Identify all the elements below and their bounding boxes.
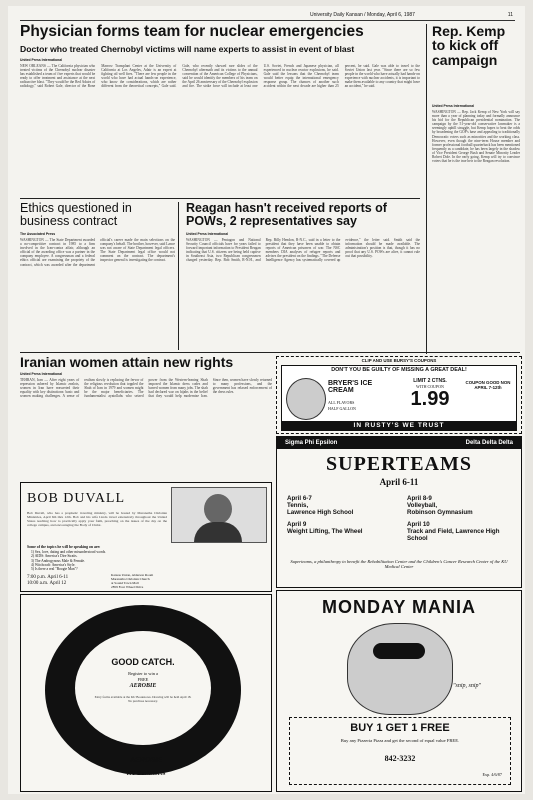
superteams-title: SUPERTEAMS [326,453,472,475]
ethics-credit: The Associated Press [20,232,56,236]
venue-line: Maranatha Christian Church [111,577,150,581]
event-name: Track and Field, Lawrence High School [407,528,500,542]
catch-fine: Entry forms available at the KU Bookstores. Drawing will be held April 18. No purchase necessary. [94,695,192,704]
event-date: April 10 [407,521,430,528]
pows-headline: Reagan hasn't received reports of POWs, 2 representatives say [186,201,387,228]
event-name: Weight Lifting, The Wheel [287,528,363,535]
monday-mania-ad [276,590,522,792]
monday-title: MONDAY MANIA [321,597,476,617]
iranian-headline: Iranian women attain new rights [20,354,234,370]
duvall-time-1: 7:00 p.m. [27,575,47,580]
monday-phone: 842-3232 [384,754,416,763]
superteams-dates: April 6-11 [379,477,419,487]
pows-credit: United Press International [186,232,229,236]
coupon-top: CLIP AND USE BURSY'S COUPONS [361,358,437,363]
ethics-body: WASHINGTON — The State Department awarded a no-competitive contract in 1985 to a firm involved in the Iran-contra affair, although an official of the awarding office was a partner in the company employee. A congressman and a federal ethics official are examining the propriety of the contract, which was awarded after the department official's career made the main selections on the company's behalf. The brother, however, said Lance was not aware of State Department legal officers. The State Department legal office would not comment on the contract. The department's inspector general is investigating the contract. [20,238,175,267]
topic-item: 2) AIDS: America's Dire Straits. [31,554,78,559]
duvall-time-2: 10:00 a.m. [27,581,49,586]
topic-item: 4) Witchcraft: America's Style. [31,562,76,567]
coupon-limit: LIMIT 2 CTNS. [413,378,447,384]
ethics-headline: Ethics questioned in business contract [20,201,132,228]
catch-brand-bottom: AEROBIE [130,757,162,764]
monday-coupon [289,717,511,785]
pows-body: WASHINGTON — Pentagon and National Security Council officials have for years failed to forward important information to President Reagan indicating that U.S. citizens are being held captive in Southeast Asia, two Republican congressmen charged yesterday. Rep. Bob Smith, R-N.H., and Rep. Billy Hendon, R-N.C., said in a letter to the president that they have been unable to obtain reports of American prisoners of war. The NSC members DIA analyses of refugee reports and advises the president on the findings. "The Defense Intelligence Agency has systematically covered up evidence," the letter said. Smith said the information should be made available. The administration's position is that, though it has no proof that any U.S. POWs are alive, it cannot rule out that possibility. [186,238,420,263]
superteams-note: Superteams, a philanthropy to benefit the Rehabilitation Center and the Children's Cancer Research Center of the KU Medical Center [290,559,508,570]
coupon-ad [276,356,522,434]
superteams-ad [276,436,522,588]
column-divider [178,202,179,350]
event-name: Tennis, [287,502,309,509]
topic-item: 3) The Androgynous Male & Female. [31,558,86,563]
duvall-name: BOB DUVALL [27,491,126,506]
kemp-headline: Rep. Kemp to kick off campaign [432,23,506,68]
catch-headline: GOOD CATCH. [111,657,175,667]
coupon-good: COUPON GOOD NON APRIL 7-12th [465,380,511,390]
monday-offer: BUY 1 GET 1 FREE [350,722,450,734]
pizza-icon [347,623,453,715]
duvall-ad [20,482,272,592]
catch-line1: Register to win a [128,671,158,676]
duvall-topics-title: Some of the topics he will be speaking on are: [27,545,101,549]
duvall-intro: Bob Duvall, who has a prophetic traveling ministry, will be hosted by Maranatha Christian Ministries, April 6th thru 12th. Bob and his wife Linda travel extensively throughout the United States teaching how to practically apply your faith, preaching on the issues of the day on the college campus, and encouraging the Body of Christ. [27,511,167,528]
event-block [407,521,517,542]
event-date: April 8-9 [407,495,432,502]
newspaper-page [8,6,525,794]
catch-sponsor: KU Bookstores [126,771,166,777]
duvall-photo [171,487,267,543]
event-place: Robinson Gymnasium [407,509,473,516]
catch-line2: FREE [137,677,149,682]
column-divider [426,24,427,354]
catch-brand: AEROBIE [129,683,157,689]
monday-expires: Exp. 4/6/87 [482,772,502,777]
superteams-org-bar [277,437,521,449]
physician-subhead: Doctor who treated Chernobyl victims will name experts to assist in event of blast [20,44,355,54]
event-block [287,495,397,516]
event-date: April 6-7 [287,495,312,502]
logo-stamp-icon [373,643,425,659]
topic-item: 5) Is there a real "Boogie Man"? [31,567,78,572]
iranian-credit: United Press International [20,372,63,376]
duvall-schedule [27,575,68,587]
event-date: April 9 [287,521,307,528]
coupon-with: WITH COUPON [416,384,444,389]
monday-snip: "snip, snip" [453,683,482,689]
story-divider [20,352,520,353]
event-place: Lawrence High School [287,509,354,516]
venue-line: at Sound Town Mall [111,581,139,585]
coupon-product: BRYER'S ICE CREAM [328,380,373,394]
page-number: 11 [507,12,513,18]
story-divider [20,198,420,199]
good-catch-ad [20,594,272,792]
venue-line: 2859 Four Wheel Drive [111,585,144,589]
duvall-venues [111,573,153,589]
event-block [407,495,517,516]
topic-item: 1) Sex, love, dating and other misunderstood words. [31,550,107,554]
iranian-body: TEHRAN, Iran — After eight years of repression ushered by Islamic zealots, women in Iran have reasserted their equality with key distinctions: basic and women making challenges. A sense of realism slowly is replacing the fervor of the religious revolution that toppled the Shah of Iran in 1979 and women might be the major beneficiaries. The fundamentalist ayatollahs who seized power from the Western-leaning Shah imposed the Islamic dress codes and barred women from many jobs. The shah had declared war on hijabs in the belief that they would help modernize Iran. Since then, women have slowly returned to many professions, and the government has relaxed enforcement of the dress rules. [20,378,272,399]
masthead-paper: University Daily Kansan / Monday, April 6, 1987 [310,12,415,18]
coupon-banner: DON'T YOU BE GUILTY OF MISSING A GREAT DEAL! [331,367,467,373]
venue-line: Kansas Union, Alderson Room [111,573,154,577]
coupon-price: 1.99 [410,388,450,410]
left-org: Sigma Phi Epsilon [285,440,338,446]
physician-credit: United Press International [20,58,63,62]
duvall-date-1: April 6-11 [47,575,69,580]
duvall-topics [31,550,106,571]
event-name: Volleyball, [407,502,438,509]
event-block [287,521,397,535]
right-org: Delta Delta Delta [465,440,513,446]
ice-cream-carton-icon [286,378,326,420]
duvall-date-2: April 12 [49,581,67,586]
physician-body: NEW ORLEANS — The California physician who treated victims of the Chernobyl nuclear disaster has established a team of five experts that would be ready to offer treatment and assistance at the next radioactive blast. "They would be the Red Adairs of radiology," said Robert Gale, director of the Bone Marrow Transplant Center at the University of California at Los Angeles, Adair is an expert at fighting oil well fires. "There are few people in the world who have had actual hands-on experience, who know the considerations, which are rather different from the theoretical concepts," Gale said. Gale, who recently showed rare slides of the Chernobyl aftermath and its victims to the annual convention of the American College of Physicians, said he would identify the members of his team on the April 26 anniversary of the Chernobyl explosion and fire. The strike force will include at least one U.S. Soviet, French and Japanese physician, all experienced in nuclear reactor explosions, he said. Gale said the lessons that the Chernobyl team would better equip the international emergency response group. The chances of another such accident within the next decade are higher than 25 percent, he said. Gale was able to travel to the Soviet Union last year. "Since there are so few people in the world who have actually had hands-on experience with nuclear accidents, it is important to make them available to any country that might have an accident," he said. [20,64,420,89]
kemp-credit: United Press International [432,104,475,108]
coupon-footer: IN RUSTY'S WE TRUST [282,421,516,430]
monday-details: Buy any Pizzeria Pizza and get the second of equal value FREE. [340,738,460,743]
coupon-flavors: ALL FLAVORS [328,400,355,405]
masthead [20,10,515,21]
coupon-size: HALF GALLON [328,406,356,411]
physician-headline: Physician forms team for nuclear emergencies [20,23,364,40]
kemp-body: WASHINGTON — Rep. Jack Kemp of New York will say more than a year of planning today and formally announce his bid for the Republican presidential nomination. The campaign by the 51-year-old conservative lawmaker is a seemingly uphill struggle, but Kemp hopes to beat the odds by broadening the GOP's base and appealing to traditionally Democratic voters such as minorities and the working class. However, even though the nine-term House member and former professional football quarterback has been mentioned frequently as a candidate, he has been largely in the shadow of Vice President George Bush and Senate Minority Leader Robert Dole. In the early going, Kemp will try to convince voters that he is the true heir to the Reagan revolution. [432,110,520,164]
